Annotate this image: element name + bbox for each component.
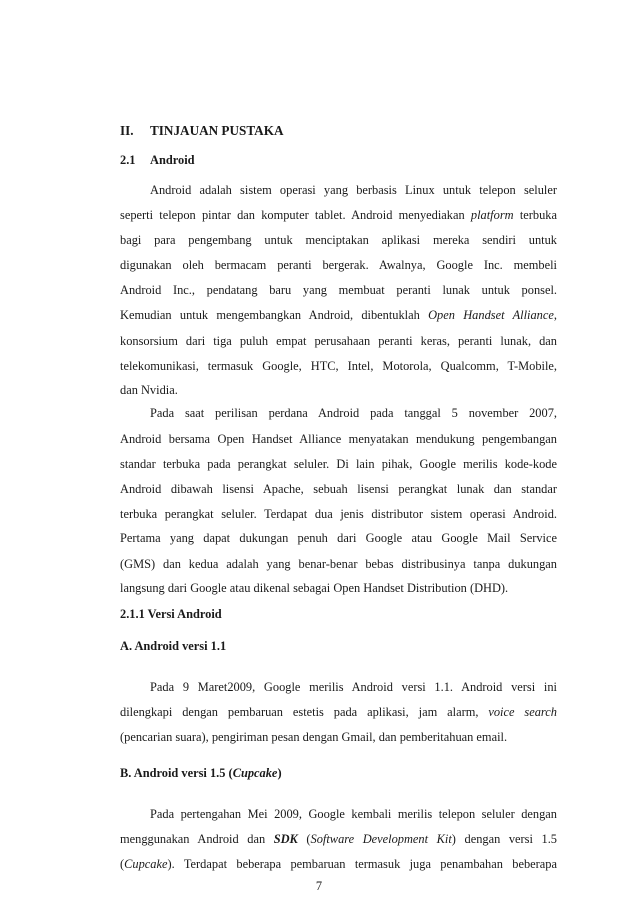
chapter-number: II. xyxy=(120,123,134,138)
paragraph-line: menggunakan Android dan SDK (Software Development Kit) dengan versi 1.5 xyxy=(120,832,557,846)
page-number: 7 xyxy=(315,879,323,893)
section-number: 2.1 xyxy=(120,153,136,167)
paragraph-line: Pada 9 Maret2009, Google merilis Android versi 1.1. Android versi ini xyxy=(150,680,557,694)
section-title: Android xyxy=(150,153,195,167)
paragraph-line: terbuka perangkat seluler. Terdapat dua jenis distributor sistem operasi Android. xyxy=(120,507,557,521)
paragraph-line: Android Inc., pendatang baru yang membuat peranti lunak untuk ponsel. xyxy=(120,283,557,297)
paragraph-line: Pertama yang dapat dukungan penuh dari Google atau Google Mail Service xyxy=(120,531,557,545)
paragraph-line: standar terbuka pada perangkat seluler. Di lain pihak, Google merilis kode-kode xyxy=(120,457,557,471)
paragraph-line: (pencarian suara), pengiriman pesan dengan Gmail, dan pemberitahuan email. xyxy=(120,730,508,744)
chapter-title: TINJAUAN PUSTAKA xyxy=(150,123,284,138)
paragraph-line: telekomunikasi, termasuk Google, HTC, Intel, Motorola, Qualcomm, T-Mobile, xyxy=(120,359,557,373)
paragraph-line: langsung dari Google atau dikenal sebagai Open Handset Distribution (DHD). xyxy=(120,581,509,595)
paragraph-line: (GMS) dan kedua adalah yang benar-benar bebas distribusinya tanpa dukungan xyxy=(120,557,557,571)
paragraph-line: dilengkapi dengan pembaruan estetis pada aplikasi, jam alarm, voice search xyxy=(120,705,557,719)
paragraph-line: digunakan oleh bermacam peranti bergerak. Awalnya, Google Inc. membeli xyxy=(120,258,557,272)
paragraph-line: (Cupcake). Terdapat beberapa pembaruan termasuk juga penambahan beberapa xyxy=(120,857,557,871)
paragraph-line: Kemudian untuk mengembangkan Android, dibentuklah Open Handset Alliance, xyxy=(120,308,557,322)
version-a-title: A. Android versi 1.1 xyxy=(120,639,227,653)
paragraph-line: Pada pertengahan Mei 2009, Google kembali merilis telepon seluler dengan xyxy=(150,807,557,821)
paragraph-line: seperti telepon pintar dan komputer tablet. Android menyediakan platform terbuka xyxy=(120,208,557,222)
paragraph-line: bagi para pengembang untuk menciptakan aplikasi mereka sendiri untuk xyxy=(120,233,557,247)
paragraph-line: dan Nvidia. xyxy=(120,383,178,397)
paragraph-line: Android dibawah lisensi Apache, sebuah lisensi perangkat lunak dan standar xyxy=(120,482,557,496)
paragraph-line: Android adalah sistem operasi yang berbasis Linux untuk telepon seluler xyxy=(150,183,557,197)
paragraph-line: Android bersama Open Handset Alliance menyatakan mendukung pengembangan xyxy=(120,432,557,446)
paragraph-line: konsorsium dari tiga puluh empat perusahaan peranti keras, peranti lunak, dan xyxy=(120,334,557,348)
paragraph-line: Pada saat perilisan perdana Android pada tanggal 5 november 2007, xyxy=(150,406,557,420)
version-b-title: B. Android versi 1.5 (Cupcake) xyxy=(120,766,282,780)
subsection-title: 2.1.1 Versi Android xyxy=(120,607,222,621)
